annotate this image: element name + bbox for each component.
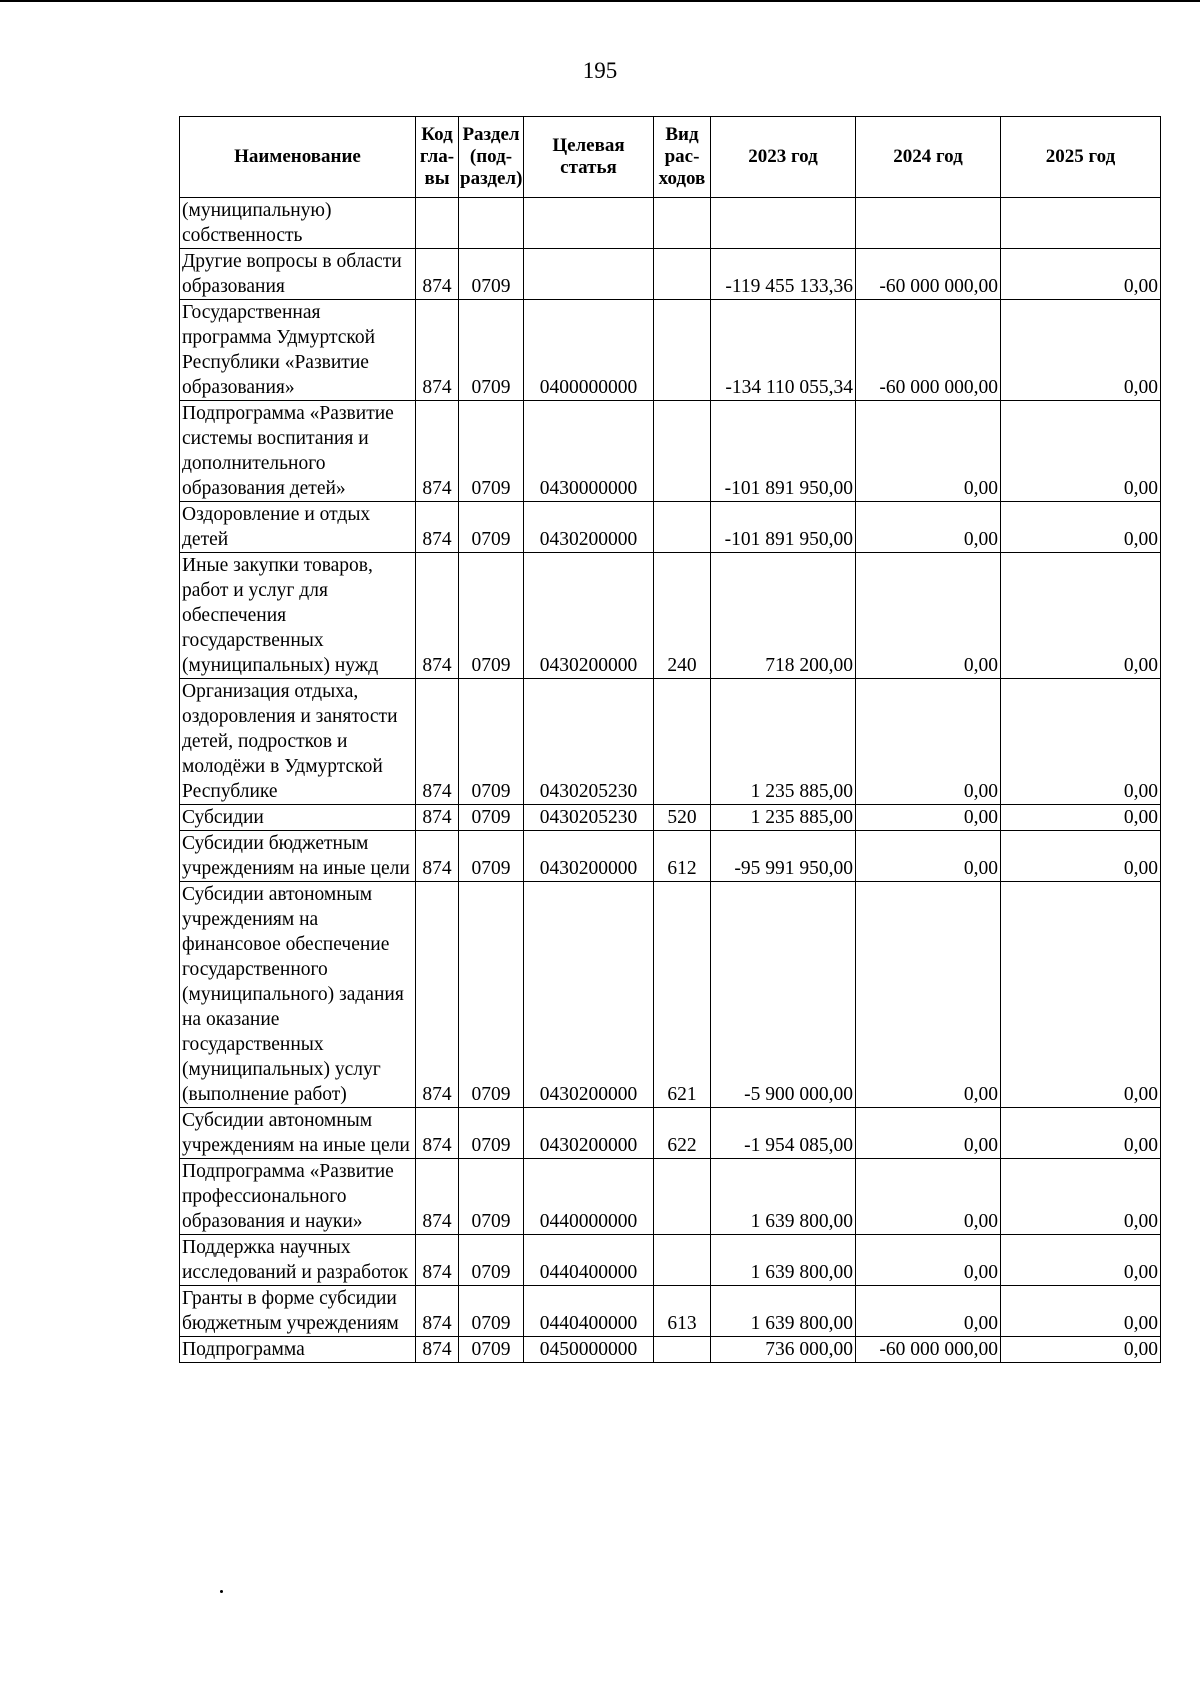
row-2024: 0,00 (856, 1108, 1001, 1159)
row-2025: 0,00 (1001, 882, 1161, 1108)
row-2024: 0,00 (856, 1159, 1001, 1235)
row-chapter: 874 (416, 401, 459, 502)
row-2024: 0,00 (856, 1235, 1001, 1286)
row-section: 0709 (459, 679, 524, 805)
row-chapter: 874 (416, 679, 459, 805)
table-row (180, 1159, 1161, 1235)
row-expense: 240 (654, 553, 711, 679)
row-name: Поддержка научных исследований и разработок (180, 1235, 416, 1286)
row-2025: 0,00 (1001, 831, 1161, 882)
table-row (180, 300, 1161, 401)
row-expense (654, 1235, 711, 1286)
row-2024: 0,00 (856, 679, 1001, 805)
table-row (180, 1337, 1161, 1363)
page-number: 195 (582, 58, 618, 83)
row-name: Иные закупки товаров, работ и услуг для обеспечения государственных (муниципальных) нужд (180, 553, 416, 679)
row-target: 0430000000 (524, 401, 654, 502)
row-target: 0430200000 (524, 831, 654, 882)
row-target: 0430200000 (524, 882, 654, 1108)
row-2025: 0,00 (1001, 401, 1161, 502)
row-section: 0709 (459, 1108, 524, 1159)
row-section: 0709 (459, 300, 524, 401)
row-2023: 736 000,00 (711, 1337, 856, 1363)
row-2025: 0,00 (1001, 1286, 1161, 1337)
row-section: 0709 (459, 502, 524, 553)
row-chapter: 874 (416, 553, 459, 679)
row-2023 (711, 198, 856, 249)
row-expense: 622 (654, 1108, 711, 1159)
table-row (180, 198, 1161, 249)
scan-speck (220, 1590, 223, 1593)
row-name: Другие вопросы в области образования (180, 249, 416, 300)
table-row (180, 831, 1161, 882)
row-2024: 0,00 (856, 831, 1001, 882)
row-name: Субсидии автономным учреждениям на финансовое обеспечение государственного (муниципального) задания на оказание государственных (муниципальных) услуг (выполнение работ) (180, 882, 416, 1108)
table-row (180, 1286, 1161, 1337)
row-name: Подпрограмма «Развитие профессионального образования и науки» (180, 1159, 416, 1235)
table-row (180, 882, 1161, 1108)
row-section: 0709 (459, 1337, 524, 1363)
row-chapter: 874 (416, 805, 459, 831)
row-expense (654, 1159, 711, 1235)
row-section: 0709 (459, 1159, 524, 1235)
row-2024 (856, 198, 1001, 249)
row-chapter: 874 (416, 1159, 459, 1235)
row-name: Государственная программа Удмуртской Республики «Развитие образования» (180, 300, 416, 401)
row-2023: -101 891 950,00 (711, 401, 856, 502)
row-name: Оздоровление и отдых детей (180, 502, 416, 553)
row-chapter: 874 (416, 1337, 459, 1363)
row-2023: 1 639 800,00 (711, 1235, 856, 1286)
row-2023: 1 235 885,00 (711, 805, 856, 831)
row-2024: -60 000 000,00 (856, 300, 1001, 401)
row-2025 (1001, 198, 1161, 249)
row-chapter: 874 (416, 300, 459, 401)
row-expense (654, 679, 711, 805)
row-chapter (416, 198, 459, 249)
row-target: 0450000000 (524, 1337, 654, 1363)
row-2025: 0,00 (1001, 553, 1161, 679)
table-row (180, 502, 1161, 553)
row-section: 0709 (459, 249, 524, 300)
row-chapter: 874 (416, 882, 459, 1108)
row-target: 0440000000 (524, 1159, 654, 1235)
row-section: 0709 (459, 882, 524, 1108)
row-chapter: 874 (416, 1286, 459, 1337)
table-row (180, 1235, 1161, 1286)
row-2023: -119 455 133,36 (711, 249, 856, 300)
row-section: 0709 (459, 1235, 524, 1286)
row-2023: 718 200,00 (711, 553, 856, 679)
table-row (180, 1108, 1161, 1159)
row-2024: -60 000 000,00 (856, 1337, 1001, 1363)
row-target: 0440400000 (524, 1235, 654, 1286)
header-expense: Вид рас-ходов (654, 117, 711, 198)
row-name: Подпрограмма «Развитие системы воспитания и дополнительного образования детей» (180, 401, 416, 502)
row-name: Подпрограмма (180, 1337, 416, 1363)
row-name: (муниципальную) собственность (180, 198, 416, 249)
table-header-row (180, 117, 1161, 198)
table-row (180, 679, 1161, 805)
header-2025: 2025 год (1001, 117, 1161, 198)
row-2025: 0,00 (1001, 1235, 1161, 1286)
row-chapter: 874 (416, 502, 459, 553)
header-2024: 2024 год (856, 117, 1001, 198)
row-2023: 1 639 800,00 (711, 1159, 856, 1235)
row-section: 0709 (459, 805, 524, 831)
table-row (180, 553, 1161, 679)
row-name: Организация отдыха, оздоровления и занятости детей, подростков и молодёжи в Удмуртской Республике (180, 679, 416, 805)
header-chapter: Код гла-вы (416, 117, 459, 198)
row-chapter: 874 (416, 1108, 459, 1159)
table-row (180, 805, 1161, 831)
row-target: 0430200000 (524, 1108, 654, 1159)
row-2024: 0,00 (856, 502, 1001, 553)
row-2024: 0,00 (856, 805, 1001, 831)
row-name: Субсидии (180, 805, 416, 831)
row-target: 0430205230 (524, 679, 654, 805)
row-section: 0709 (459, 1286, 524, 1337)
row-section (459, 198, 524, 249)
row-2025: 0,00 (1001, 1337, 1161, 1363)
row-chapter: 874 (416, 1235, 459, 1286)
table-row (180, 249, 1161, 300)
row-target (524, 249, 654, 300)
row-chapter: 874 (416, 249, 459, 300)
header-2023: 2023 год (711, 117, 856, 198)
row-2024: 0,00 (856, 553, 1001, 679)
row-2025: 0,00 (1001, 805, 1161, 831)
row-2023: -95 991 950,00 (711, 831, 856, 882)
row-2023: -5 900 000,00 (711, 882, 856, 1108)
row-expense (654, 198, 711, 249)
row-expense: 613 (654, 1286, 711, 1337)
scan-top-edge (0, 0, 1200, 2)
row-name: Субсидии бюджетным учреждениям на иные цели (180, 831, 416, 882)
row-expense (654, 249, 711, 300)
row-target: 0430205230 (524, 805, 654, 831)
row-section: 0709 (459, 401, 524, 502)
row-2023: -101 891 950,00 (711, 502, 856, 553)
row-2023: -134 110 055,34 (711, 300, 856, 401)
row-target: 0440400000 (524, 1286, 654, 1337)
row-expense: 520 (654, 805, 711, 831)
budget-table (179, 116, 1161, 1363)
row-expense: 612 (654, 831, 711, 882)
row-2023: -1 954 085,00 (711, 1108, 856, 1159)
row-target (524, 198, 654, 249)
row-target: 0400000000 (524, 300, 654, 401)
row-2025: 0,00 (1001, 1108, 1161, 1159)
row-expense: 621 (654, 882, 711, 1108)
header-section: Раздел (под-раздел) (459, 117, 524, 198)
row-2024: 0,00 (856, 1286, 1001, 1337)
row-2025: 0,00 (1001, 249, 1161, 300)
row-2025: 0,00 (1001, 679, 1161, 805)
row-expense (654, 1337, 711, 1363)
row-section: 0709 (459, 553, 524, 679)
row-2024: 0,00 (856, 882, 1001, 1108)
table-row (180, 401, 1161, 502)
row-chapter: 874 (416, 831, 459, 882)
row-section: 0709 (459, 831, 524, 882)
row-target: 0430200000 (524, 502, 654, 553)
row-expense (654, 300, 711, 401)
row-2025: 0,00 (1001, 502, 1161, 553)
row-name: Субсидии автономным учреждениям на иные цели (180, 1108, 416, 1159)
row-2023: 1 235 885,00 (711, 679, 856, 805)
header-name: Наименование (180, 117, 416, 198)
row-expense (654, 401, 711, 502)
row-expense (654, 502, 711, 553)
row-2025: 0,00 (1001, 1159, 1161, 1235)
row-target: 0430200000 (524, 553, 654, 679)
row-2023: 1 639 800,00 (711, 1286, 856, 1337)
row-2024: -60 000 000,00 (856, 249, 1001, 300)
row-name: Гранты в форме субсидии бюджетным учреждениям (180, 1286, 416, 1337)
row-2024: 0,00 (856, 401, 1001, 502)
header-target: Целевая статья (524, 117, 654, 198)
row-2025: 0,00 (1001, 300, 1161, 401)
